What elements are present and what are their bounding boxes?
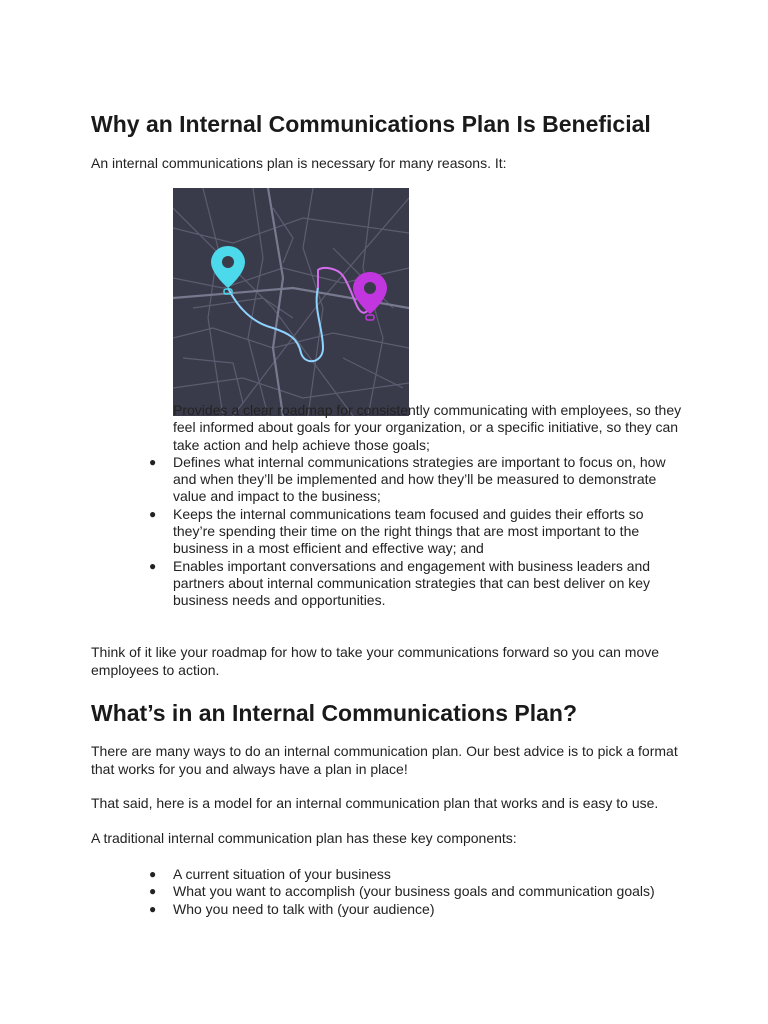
route-map-icon [173, 188, 409, 416]
list-item: ● Keeps the internal communications team focused and guides their efforts so they’re spending their time on the right things that are most important to the business in a most efficient and effective way; and [149, 505, 644, 557]
bullet-icon: ● [149, 558, 157, 573]
benefits-list [149, 402, 683, 610]
list-item: Provides a clear roadmap for consistently communicating with employees, so they feel informed about goals for your organization, or a specific initiative, so they can take action and help achieve those goals; [173, 402, 682, 453]
paragraph-model: That said, here is a model for an internal communication plan that works and is easy to use. [91, 795, 659, 811]
section-heading-contents: What’s in an Internal Communications Plan? [91, 700, 578, 726]
list-item: ● A current situation of your business [149, 866, 391, 882]
paragraph-components: A traditional internal communication plan has these key components: [91, 830, 517, 846]
paragraph-ways: There are many ways to do an internal communication plan. Our best advice is to pick a format that works for you and always have a plan in place! [91, 743, 678, 777]
bullet-icon: ● [149, 884, 157, 899]
list-item: ● Enables important conversations and engagement with business leaders and partners about internal communication strategies that can best deliver on key business needs and opportunities. [149, 557, 651, 609]
closing-paragraph: Think of it like your roadmap for how to take your communications forward so you can move employees to action. [91, 644, 660, 678]
bullet-icon: ● [149, 454, 157, 469]
list-item: ● Who you need to talk with (your audience) [149, 900, 435, 917]
intro-paragraph: An internal communications plan is necessary for many reasons. It: [91, 155, 507, 171]
list-item: ● Defines what internal communications strategies are important to focus on, how and when they’ll be implemented and how they’ll be measured to demonstrate value and impact to the business; [149, 453, 666, 505]
bullet-icon: ● [149, 867, 157, 881]
route-map-image [173, 188, 409, 416]
bullet-icon: ● [149, 506, 157, 521]
bullet-icon: ● [149, 901, 157, 916]
section-heading-benefits: Why an Internal Communications Plan Is Beneficial [91, 111, 651, 137]
list-item: ● What you want to accomplish (your business goals and communication goals) [149, 883, 655, 900]
components-list [149, 866, 683, 918]
